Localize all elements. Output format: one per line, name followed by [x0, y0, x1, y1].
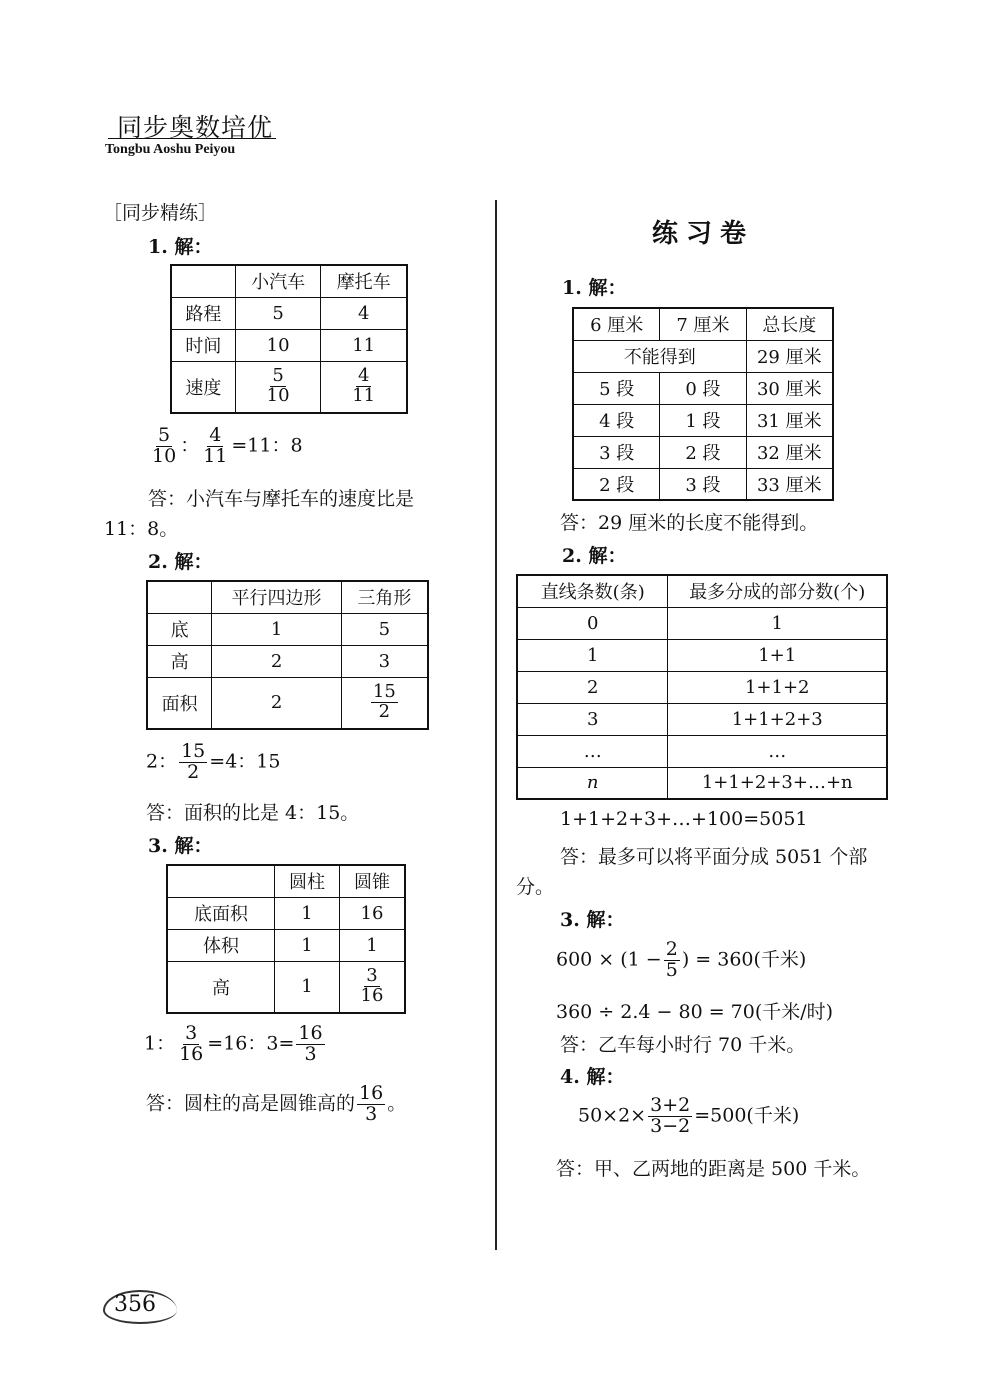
table-cell: 30 厘米: [746, 372, 833, 404]
col-header: 圆柱: [275, 865, 340, 897]
right-q2-answer: 答：最多可以将平面分成 5051 个部: [560, 846, 868, 868]
row-label: 速度: [171, 361, 235, 413]
table-cell: 2 段: [573, 468, 660, 500]
right-q3-line2: 360 ÷ 2.4 − 80 = 70(千米/时): [556, 1001, 834, 1023]
table-cell: 3: [517, 703, 668, 735]
fraction: $\frac{16}{3}$: [298, 1022, 323, 1065]
table-cell: 16: [340, 897, 406, 929]
col-header: 6 厘米: [573, 308, 660, 340]
left-q2-equation: 2： $\frac{15}{2}$ =4：15: [146, 740, 281, 783]
table-cell: 1+1+2: [668, 671, 887, 703]
fraction: $\frac{15}{2}$: [372, 681, 396, 723]
table-cell: [235, 361, 321, 413]
table-cell: 4 段: [573, 404, 660, 436]
row-label: 底面积: [167, 897, 275, 929]
fraction: $\frac{5}{10}$: [266, 365, 290, 407]
table-corner-cell: [147, 581, 212, 613]
table-cell: 3: [341, 645, 428, 677]
right-q1-answer: 答：29 厘米的长度不能得到。: [560, 512, 819, 534]
left-q1-head: 1. 解：: [148, 236, 213, 258]
col-header: 小汽车: [235, 265, 321, 297]
table-cell: 1: [275, 897, 340, 929]
table-cell: 2: [212, 677, 341, 729]
table-cell: 2: [212, 645, 341, 677]
table-cell: 1+1+2+3: [668, 703, 887, 735]
left-q3-answer: 答：圆柱的高是圆锥高的 $\frac{16}{3}$ 。: [146, 1082, 407, 1125]
right-q3-line1: 600 × (1 − $\frac{2}{5}$ ) = 360(千米): [556, 938, 807, 981]
col-header: 摩托车: [321, 265, 407, 297]
right-q1-table: [572, 307, 834, 501]
col-header: 平行四边形: [212, 581, 341, 613]
header-subtitle: Tongbu Aoshu Peiyou: [105, 142, 236, 157]
table-cell: …: [668, 735, 887, 767]
table-cell: 2: [517, 671, 668, 703]
left-q1-answer-cont: 11：8。: [104, 518, 179, 540]
table-cell: 3 段: [573, 436, 660, 468]
table-cell: 1: [212, 613, 341, 645]
table-cell: 32 厘米: [746, 436, 833, 468]
table-cell: [340, 961, 406, 1013]
table-cell: 3 段: [660, 468, 746, 500]
left-q2-answer: 答：面积的比是 4：15。: [146, 802, 360, 824]
right-q3-head: 3. 解：: [560, 909, 625, 931]
table-cell: …: [517, 735, 668, 767]
header-rule: [108, 138, 276, 139]
row-label: 面积: [147, 677, 212, 729]
table-cell: 1+1: [668, 639, 887, 671]
row-label: 高: [167, 961, 275, 1013]
table-cell: 10: [235, 329, 321, 361]
left-q1-equation: $\frac{5}{10}$ ： $\frac{4}{11}$ =11：8: [152, 424, 303, 467]
fraction: $\frac{4}{11}$: [203, 424, 228, 467]
table-cell: 1: [340, 929, 406, 961]
right-q2-answer-cont: 分。: [516, 876, 555, 898]
table-cell: 1: [275, 929, 340, 961]
left-q3-equation: 1： $\frac{3}{16}$ =16：3= $\frac{16}{3}$: [144, 1022, 323, 1065]
table-cell: 5: [235, 297, 321, 329]
table-cell: [321, 361, 407, 413]
table-cell: 1: [668, 607, 887, 639]
table-cell: 33 厘米: [746, 468, 833, 500]
fraction: $\frac{3}{16}$: [360, 965, 384, 1007]
fraction: $\frac{15}{2}$: [181, 740, 206, 783]
right-title: 练习卷: [652, 219, 755, 249]
table-corner-cell: [167, 865, 275, 897]
table-cell: 0: [517, 607, 668, 639]
row-label: 高: [147, 645, 212, 677]
left-q2-table: [146, 580, 429, 730]
column-divider: [495, 200, 497, 1250]
left-q3-table: [166, 864, 406, 1014]
table-cell: [341, 677, 428, 729]
fraction: $\frac{2}{5}$: [665, 938, 678, 981]
table-cell: 2 段: [660, 436, 746, 468]
table-cell: 4: [321, 297, 407, 329]
row-label: 底: [147, 613, 212, 645]
row-label: 体积: [167, 929, 275, 961]
col-header: 圆锥: [340, 865, 406, 897]
right-q1-head: 1. 解：: [562, 277, 627, 299]
left-q3-head: 3. 解：: [148, 835, 213, 857]
fraction: $\frac{3+2}{3-2}$: [650, 1094, 691, 1137]
right-q2-formula: 1+1+2+3+…+100=5051: [560, 808, 808, 830]
row-label: 时间: [171, 329, 235, 361]
table-cell: 5: [341, 613, 428, 645]
col-header: 最多分成的部分数(个): [668, 575, 887, 607]
table-cell: 11: [321, 329, 407, 361]
left-q1-table: [170, 264, 408, 414]
fraction: $\frac{3}{16}$: [179, 1022, 204, 1065]
col-header: 三角形: [341, 581, 428, 613]
row-label: 路程: [171, 297, 235, 329]
merged-cell: 不能得到: [573, 340, 746, 372]
left-q1-answer: 答：小汽车与摩托车的速度比是: [148, 488, 415, 510]
table-cell: 29 厘米: [746, 340, 833, 372]
left-q2-head: 2. 解：: [148, 551, 213, 573]
table-cell: 1 段: [660, 404, 746, 436]
table-cell: 5 段: [573, 372, 660, 404]
right-q4-line1: 50×2× $\frac{3+2}{3-2}$ =500(千米): [578, 1094, 800, 1137]
table-cell: 0 段: [660, 372, 746, 404]
right-q3-answer: 答：乙车每小时行 70 千米。: [560, 1034, 806, 1056]
right-q4-answer: 答：甲、乙两地的距离是 500 千米。: [556, 1158, 871, 1180]
table-cell: 1: [517, 639, 668, 671]
right-q4-head: 4. 解：: [560, 1066, 625, 1088]
fraction: $\frac{16}{3}$: [359, 1082, 384, 1125]
col-header: 总长度: [746, 308, 833, 340]
right-q2-table: [516, 574, 888, 800]
fraction: $\frac{4}{11}$: [352, 365, 376, 407]
table-cell: 31 厘米: [746, 404, 833, 436]
page-number: 356: [114, 1292, 156, 1317]
col-header: 7 厘米: [660, 308, 746, 340]
table-cell: 1: [275, 961, 340, 1013]
col-header: 直线条数(条): [517, 575, 668, 607]
fraction: $\frac{5}{10}$: [152, 424, 177, 467]
table-corner-cell: [171, 265, 235, 297]
right-q2-head: 2. 解：: [562, 545, 627, 567]
table-cell: n: [517, 767, 668, 799]
section-label: ［同步精练］: [103, 202, 218, 224]
table-cell: 1+1+2+3+…+n: [668, 767, 887, 799]
header-title: 同步奥数培优: [117, 113, 274, 142]
